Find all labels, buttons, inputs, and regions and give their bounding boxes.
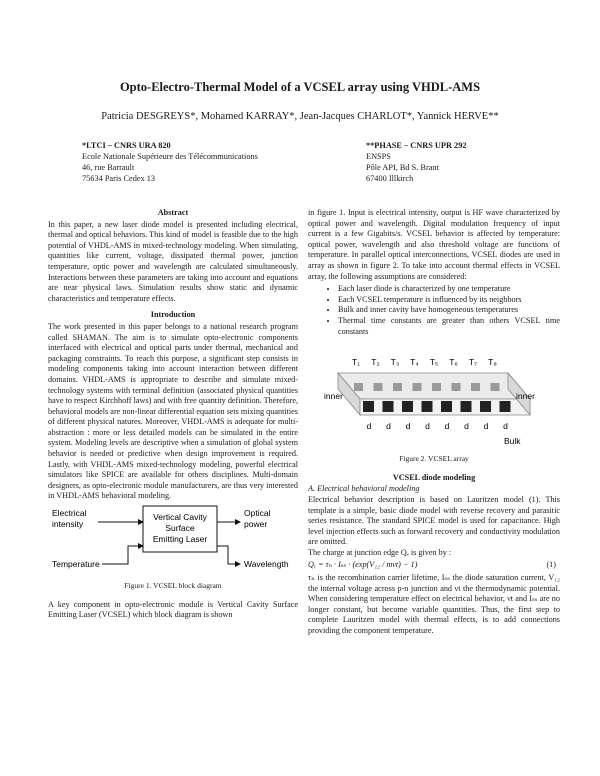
temperature-label: T₄ [410,357,419,368]
input-label: Temperature [52,559,100,570]
spacing-label: d [464,421,469,432]
affiliation-line: Ecole Nationale Supérieure des Télécommunications [82,152,258,161]
equation-number: (1) [546,560,556,570]
spacing-label: d [444,421,450,432]
affiliation-phase [366,140,467,184]
assumption-item: • Each VCSEL temperature is influenced by its neighbors [338,295,560,306]
output-label: power [244,519,268,530]
output-label: Wavelength [244,559,289,570]
inner-label: inner [516,391,535,402]
abstract-heading: Abstract [157,208,189,217]
affiliation-line: 67400 Illkirch [366,174,414,183]
left-column [48,208,298,621]
laser-cell-back [393,383,402,391]
spacing-label: d [386,421,391,432]
right-column [308,208,560,637]
block-label-line: Emitting Laser [152,534,208,545]
bulk-label: Bulk [504,436,521,447]
laser-cell [500,401,511,412]
body-paragraph: τₙ is the recombination carrier lifetime, Iₛₛ the diode saturation current, V₁₂ the internal voltage across p-n junction and νt the thermodynamic potential. When considering temperature effect on electrical behavior, νt and Iₛₛ are no longer constant, but become variable quantities. Thus, the first step to complete Lauritzen model with thermal effects, is to add connections providing the component temperature. [308,573,560,636]
laser-cell [461,401,472,412]
laser-cell-back [374,383,383,391]
temperature-label: T₈ [488,357,497,368]
laser-cell-back [432,383,441,391]
body-paragraph: Electrical behavior description is based on Lauritzen model (1). This template is a simple, basic diode model with reverse recovery and parasitic series resistance. The standard SPICE model is used for capacitance. High level injection effects such as forward recovery and conductivity modulation are omitted. [308,494,560,547]
temperature-label: T₂ [371,357,380,368]
affiliation-line: Pôle API, Bd S. Brant [366,163,439,172]
assumption-item: • Thermal time constants are greater than others VCSEL time constants [338,316,560,337]
laser-cell [480,401,491,412]
subsection-heading: A. Electrical behavioral modeling [308,484,420,494]
diode-model-heading: VCSEL diode modeling [392,472,476,482]
inner-label: inner [324,391,343,402]
input-label: intensity [52,519,84,530]
block-label-line: Surface [165,523,195,534]
figure-2-caption: Figure 2. VCSEL array [399,454,469,464]
laser-cell [402,401,413,412]
introduction-paragraph: A key component in opto-electronic module is Vertical Cavity Surface Emitting Laser (VCSEL) which block diagram is shown [48,599,298,620]
input-arrow [102,546,143,564]
body-paragraph: in figure 1. Input is electrical intensity, output is HF wave characterized by optical power and wavelength. Digital modulation frequency of input current is a few Gigabits/s. VCSEL behavior is affected by temperature: optical power, wavelength and also threshold voltage are functions of temperature. In parallel optical interconnections, VCSEL diodes are used in array as shown in figure 2. To take into account thermal effects in VCSEL array, the following assumptions are considered: [308,208,560,281]
assumption-item: • Each laser diode is characterized by one temperature [338,284,560,295]
spacing-label: d [366,421,372,432]
laser-cell-back [452,383,461,391]
laser-cell [422,401,433,412]
spacing-label: d [483,421,489,432]
affiliation-head: **PHASE – CNRS UPR 292 [366,141,467,150]
input-label: Electrical [52,508,87,519]
laser-cell-back [413,383,422,391]
spacing-label: d [425,421,430,432]
affiliation-line: 75634 Paris Cedex 13 [82,174,156,183]
laser-cell-back [471,383,480,391]
temperature-label: T₇ [468,357,478,368]
output-label: Optical [244,508,271,519]
equation-text: Qₑ = τₙ · Iₛₛ · (exp(V₁₂ / mνt) − 1) [308,560,418,570]
introduction-heading: Introduction [150,310,196,320]
temperature-label: T₃ [390,357,400,368]
affiliation-line: 46, rue Barrault [82,163,135,172]
output-arrow [217,546,240,564]
spacing-label: d [503,421,508,432]
spacing-labels [367,421,509,431]
affiliation-ltci [82,140,258,184]
temperature-label: T₆ [449,357,458,368]
laser-cell [363,401,374,412]
laser-cell [441,401,452,412]
introduction-paragraph: The work presented in this paper belongs to a national research program called SHAMAN. The aim is to simulate opto-electronic components interfaced with electrical and optical parts under thermal, mechanical and packaging constraints. To reach this purpose, a significant step consists in modeling components taking into account interaction between different domains. VHDL-AMS is appropriate to describe and simulate mixed-technology systems with terminal definition (associated physical quantities have to respect Kirchhoff laws) and with free quantity definition. Therefore, behavioral models are non-linear differential equation sets mixing quantities of different physical natures. Moreover, VHDL-AMS is adequate for multi-abstraction : more or less detailed models can be simulated in the entire system. Modeling levels are descriptive when a simulation of global system behavior is needed or predictive when design improvement is required. Lastly, with VHDL-AMS mixed-technology modeling, powerful electrical simulators like SPICE are available for others disciplines. Multi-domain designers, as opto-electronic module manufacturers, are thus very interested in VHDL-AMS behavioral modeling. [48,321,298,501]
spacing-label: d [405,421,411,432]
laser-cell [383,401,394,412]
body-paragraph: The charge at junction edge Qₑ is given by : [308,547,452,557]
figure-2-vcsel-array [308,341,560,451]
author-list: Patricia DESGREYS*, Mohamed KARRAY*, Jean-Jacques CHARLOT*, Yannick HERVE** [101,111,499,122]
laser-cell-back [354,383,363,391]
temperature-label: T₁ [351,357,361,368]
assumption-item: • Bulk and inner cavity have homogeneous temperatures [338,305,560,316]
block-label-line: Vertical Cavity [153,512,207,523]
figure-1-caption: Figure 1. VCSEL block diagram [124,581,222,591]
temperature-label: T₅ [429,357,439,368]
laser-cell-back [491,383,500,391]
abstract-text: In this paper, a new laser diode model is presented including electrical, thermal and optical behaviors. This kind of model is feasible due to the high potential of VHDL-AMS in mixed-technology modeling. When simulating, quantities like current, voltage, dissipated thermal power, junction temperature, optic power and wavelength are calculated simultaneously. Interactions between these parameters are taking into account and equations are near physical laws. Simulation results show static and dynamic characteristics and temperature effects. [48,219,298,303]
assumption-list [308,284,560,337]
equation-1 [308,560,560,571]
affiliation-line: ENSPS [366,152,391,161]
affiliation-head: *LTCI – CNRS URA 820 [82,141,171,150]
paper-title: Opto-Electro-Thermal Model of a VCSEL array using VHDL-AMS [119,80,481,94]
figure-1-block-diagram [48,502,298,578]
temperature-labels [352,357,497,367]
